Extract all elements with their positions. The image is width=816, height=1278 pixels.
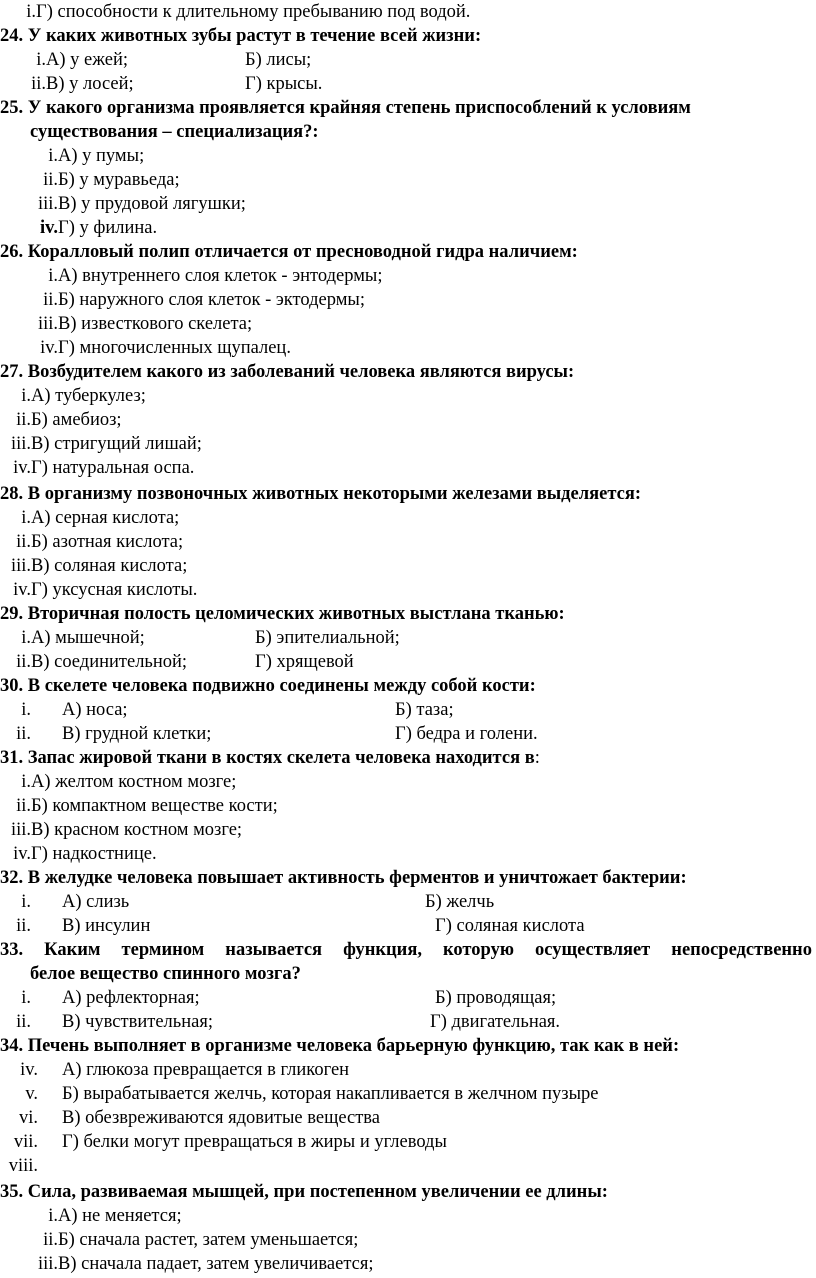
question-text-cont: существования – специализация?: [30,122,319,142]
answer-option [0,506,179,530]
question-number: 31. [0,748,24,768]
question-text: В организму позвоночных животных некоторыми железами выделяется: [27,484,642,504]
option-text: Г) крысы. [245,74,323,94]
option-marker: i. [48,266,58,286]
question-word: Каким [44,940,101,960]
question-text: У какого организма проявляется крайняя степень приспособлений к условиям [27,98,691,118]
option-marker: i. [21,772,31,792]
question-30 [0,674,536,698]
option-marker: i. [21,892,31,912]
option-text: А) мышечной; [31,628,145,648]
option-marker: viii. [8,1156,38,1176]
question-35 [0,1180,608,1204]
option-text: А) глюкоза превращается в гликоген [62,1060,350,1080]
question-number: 33. [0,940,24,960]
option-marker: ii. [43,1230,58,1250]
answer-option [0,72,134,96]
question-number: 26. [0,242,24,262]
option-text: А) у пумы; [58,146,145,166]
question-text: Вторичная полость целомических животных выстлана тканью: [27,604,565,624]
option-text: Г) белки могут превращаться в жиры и углеводы [62,1132,447,1152]
option-text: Б) эпителиальной; [255,628,400,648]
option-marker: iii. [37,314,58,334]
option-marker: vi. [18,1108,38,1128]
option-marker: i. [48,146,58,166]
question-26 [0,240,578,264]
answer-option [0,384,146,408]
answer-option [0,722,31,746]
answer-option [0,336,291,360]
option-marker: ii. [16,916,31,936]
question-text-cont: белое вещество спинного мозга? [30,964,301,984]
option-text: Б) вырабатывается желчь, которая накапливается в желчном пузыре [62,1084,599,1104]
option-text: Б) наружного слоя клеток - эктодермы; [58,290,365,310]
option-text: Б) компактном веществе кости; [31,796,278,816]
question-text: В скелете человека подвижно соединены между собой кости: [27,676,536,696]
option-text: А) не меняется; [58,1206,182,1226]
question-number: 30. [0,676,24,696]
answer-option [0,1010,31,1034]
option-text: А) рефлекторная; [62,988,200,1008]
option-marker: iii. [10,434,31,454]
answer-option [0,1082,38,1106]
option-text: В) чувствительная; [62,1012,213,1032]
answer-option [0,890,31,914]
option-text: Б) амебиоз; [31,410,122,430]
answer-option [0,1154,38,1178]
question-25 [0,96,691,120]
answer-option [0,168,180,192]
answer-option [0,1058,38,1082]
option-text: А) туберкулез; [31,386,146,406]
question-word: непосредственно [671,940,812,960]
option-marker: ii. [43,170,58,190]
answer-option [0,264,382,288]
option-marker: ii. [16,532,31,552]
question-number: 28. [0,484,24,504]
question-colon: : [534,748,540,768]
question-number: 35. [0,1182,24,1202]
option-text: А) внутреннего слоя клеток - энтодермы; [58,266,383,286]
option-text: В) соединительной; [31,652,188,672]
option-text: В) сначала падает, затем увеличивается; [58,1254,374,1274]
answer-option [0,698,31,722]
answer-option [0,192,246,216]
option-text: В) стригущий лишай; [31,434,202,454]
question-text: Запас жировой ткани в костях скелета человека находится в [27,748,535,768]
option-marker: vii. [13,1132,38,1152]
question-word: функция, [343,940,422,960]
option-marker: iii. [10,820,31,840]
option-text: Б) сначала растет, затем уменьшается; [58,1230,359,1250]
question-33 [0,938,812,962]
option-text: В) известкового скелета; [58,314,253,334]
option-marker: iv. [13,458,31,478]
question-text: Коралловый полип отличается от пресноводной гидра наличием: [27,242,578,262]
option-marker: i. [48,1206,58,1226]
answer-option [0,1106,38,1130]
question-27 [0,360,574,384]
question-29 [0,602,565,626]
option-text: Г) надкостнице. [31,844,157,864]
option-marker: iii. [10,556,31,576]
answer-option [0,0,470,24]
option-marker: iii. [37,1254,58,1274]
answer-option [0,144,144,168]
option-text: В) соляная кислота; [31,556,188,576]
answer-option [0,1228,358,1252]
option-text: Г) натуральная оспа. [31,458,195,478]
option-marker: iv. [13,580,31,600]
option-marker: i. [21,700,31,720]
question-number: 24. [0,26,24,46]
answer-option [0,794,278,818]
question-text: Возбудителем какого из заболеваний человека являются вирусы: [27,362,575,382]
answer-option [0,842,157,866]
option-marker: ii. [43,290,58,310]
answer-option [0,432,202,456]
question-word: термином [121,940,205,960]
option-text: А) серная кислота; [31,508,180,528]
question-31 [0,746,540,770]
question-32 [0,866,687,890]
question-number: 25. [0,98,24,118]
option-text: Г) двигательная. [430,1012,561,1032]
option-text: В) инсулин [62,916,151,936]
answer-option [0,986,31,1010]
option-marker: i. [26,2,36,22]
option-marker: iii. [37,194,58,214]
question-34 [0,1034,679,1058]
question-word: осуществляет [535,940,651,960]
option-marker: i. [36,50,46,70]
option-text: Б) лисы; [245,50,312,70]
option-marker: i. [21,508,31,528]
option-marker: iv. [20,1060,38,1080]
question-word: называется [225,940,323,960]
answer-option [0,48,128,72]
answer-option [0,818,242,842]
option-marker: ii. [16,796,31,816]
question-text [0,938,812,962]
question-24 [0,24,481,48]
option-text: А) желтом костном мозге; [31,772,237,792]
option-text: В) красном костном мозге; [31,820,243,840]
question-number: 34. [0,1036,24,1056]
answer-option [0,312,252,336]
answer-option [0,1204,182,1228]
question-text: В желудке человека повышает активность ферментов и уничтожает бактерии: [27,868,687,888]
answer-option [0,456,194,480]
option-marker: iv. [40,338,58,358]
answer-option [0,770,236,794]
option-text: А) слизь [62,892,130,912]
option-marker: ii. [31,74,46,94]
option-text: Б) проводящая; [435,988,557,1008]
answer-option [0,530,183,554]
answer-option [0,1252,374,1276]
option-marker: i. [21,386,31,406]
option-text: В) у лосей; [46,74,134,94]
option-text: Г) многочисленных щупалец. [58,338,291,358]
option-text: Б) таза; [395,700,454,720]
option-marker: ii. [16,652,31,672]
option-text: Б) у муравьеда; [58,170,180,190]
option-text: Б) азотная кислота; [31,532,184,552]
option-marker: ii. [16,1012,31,1032]
option-text: Г) бедра и голени. [395,724,538,744]
option-text: А) у ежей; [46,50,129,70]
answer-option [0,288,365,312]
option-text: Б) желчь [425,892,495,912]
option-text: Г) уксусная кислоты. [31,580,198,600]
option-text: В) грудной клетки; [62,724,212,744]
question-text: Печень выполняет в организме человека барьерную функцию, так как в ней: [27,1036,680,1056]
option-text: В) обезвреживаются ядовитые вещества [62,1108,381,1128]
option-text: Г) способности к длительному пребыванию под водой. [36,2,471,22]
answer-option [0,408,122,432]
answer-option [0,650,187,674]
option-text: Г) соляная кислота [435,916,585,936]
option-marker: ii. [16,410,31,430]
option-text: Г) хрящевой [255,652,354,672]
question-text: У каких животных зубы растут в течение всей жизни: [27,26,482,46]
option-marker: i. [21,628,31,648]
answer-option [0,578,197,602]
option-marker: ii. [16,724,31,744]
question-number: 27. [0,362,24,382]
answer-option [0,626,145,650]
option-marker: v. [25,1084,38,1104]
option-marker: iv. [40,218,58,238]
question-28 [0,482,641,506]
option-text: А) носа; [62,700,128,720]
option-marker: i. [21,988,31,1008]
answer-option [0,554,187,578]
question-number: 32. [0,868,24,888]
question-word: которую [443,940,514,960]
option-marker: iv. [13,844,31,864]
option-text: Г) у филина. [58,218,158,238]
answer-option [0,914,31,938]
question-number: 29. [0,604,24,624]
answer-option [0,1130,38,1154]
question-text: Сила, развиваемая мышцей, при постепенном увеличении ее длины: [27,1182,608,1202]
answer-option [0,216,157,240]
option-text: В) у прудовой лягушки; [58,194,246,214]
